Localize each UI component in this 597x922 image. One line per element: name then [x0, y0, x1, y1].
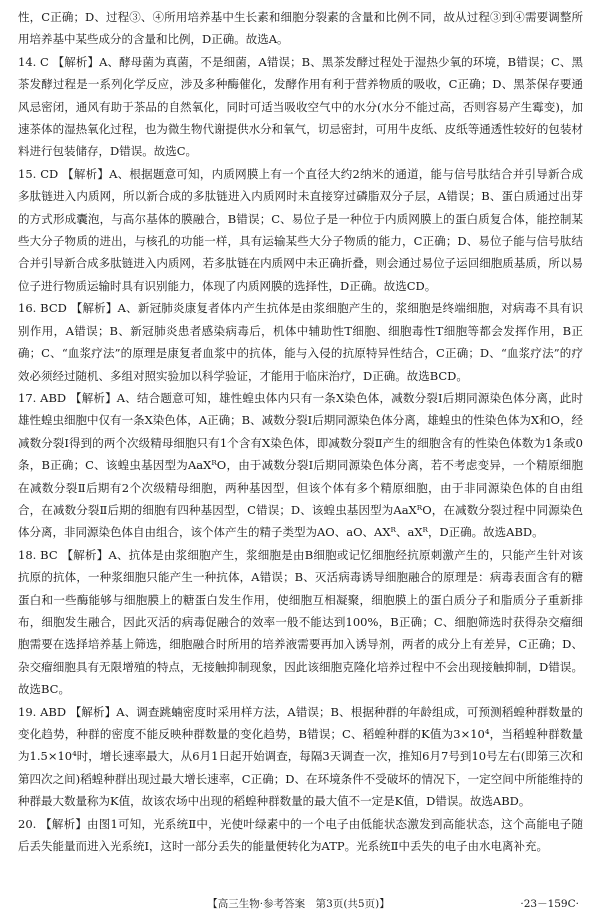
answer-15: 15. CD 【解析】A、根据题意可知，内质网膜上有一个直径大约2纳米的通道，能与信号肽结合并引导新合成多肽链进入内质网，所以新合成的多肽链进入内质网时未直接穿过磷脂双分子层，A错误；B、蛋白质通过出芽的方式形成囊泡，与高尔基体的膜融合，B错误；C、易位子是一种位于内质网膜上的蛋白质复合体，能控制某些大分子物质的进出，与核孔的功能一样，具有运输某些大分子物质的能力，C正确；D、易位子能与信号肽结合并引导新合成多肽链进入内质网，若多肽链在内质网中未正确折叠，则会通过易位子运回细胞质基质，所以易位子进行物质运输时具有识别能力，体现了内质网膜的选择性，D正确。故选CD。	[18, 166, 583, 293]
page-footer	[0, 894, 597, 914]
footer-page-info: 【高三生物·参考答案 第3页(共5页)】	[207, 898, 390, 910]
answer-text	[18, 6, 583, 857]
answer-19: 19. ABD 【解析】A、调查跳蝻密度时采用样方法，A错误；B、根据种群的年龄组成，可预测稻蝗种群数量的变化趋势，种群的密度不能反映种群数量的变化趋势，B错误；C、稻蝗种群的K值为3×10⁴，当稻蝗种群数量为1.5×10⁴时，增长速率最大，从6月1日起开始调查，每隔3天调查一次，推知6月7号到10号左右(即第三次和第四次之间)稻蝗种群出现过最大增长速率，C正确；D、在环境条件不受破坏的情况下，一定空间中所能维持的种群最大数量称为K值，故该农场中出现的稻蝗种群数量的最大值不一定是K值，D错误。故选ABD。	[18, 704, 583, 809]
answer-17: 17. ABD 【解析】A、结合题意可知，雄性蝗虫体内只有一条X染色体，减数分裂Ⅰ后期同源染色体分离，此时雄性蝗虫细胞中仅有一条X染色体，A正确；B、减数分裂Ⅰ后期同源染色体分离，雄蝗虫的性染色体为X和O，经减数分裂Ⅰ得到的两个次级精母细胞只有1个含有X染色体，即减数分裂Ⅱ产生的细胞含有的性染色体数为1条或0条，B正确；C、该蝗虫基因型为AaXᴿO，由于减数分裂Ⅰ后期同源染色体分离，若不考虑变异，一个精原细胞在减数分裂Ⅱ后期有2个次级精母细胞，两种基因型，但该个体有多个精原细胞，由于非同源染色体的自由组合，在减数分裂Ⅱ后期的细胞有四种基因型，C错误；D、该蝗虫基因型为AaXᴿO，在减数分裂过程中同源染色体分离，非同源染色体自由组合，该个体产生的精子类型为AO、aO、AXᴿ、aXᴿ，D正确。故选ABD。	[18, 390, 583, 540]
answer-14: 14. C 【解析】A、酵母菌为真菌，不是细菌，A错误；B、黑茶发酵过程处于湿热少氧的环境，B错误；C、黑茶发酵过程是一系列化学反应，涉及多种酶催化，发酵作用有利于营养物质的吸收，C正确；D、黑茶保存要通风忌密闭，通风有助于茶品的自然氧化，同时可适当吸收空气中的水分(水分不能过高，否则容易产生霉变)，加速茶体的湿热氧化过程，也为微生物代谢提供水分和氧气，切忌密封，可用牛皮纸、皮纸等通透性较好的包装材料进行包装储存，D错误。故选C。	[18, 54, 583, 159]
continuation-paragraph: 性，C正确；D、过程③、④所用培养基中生长素和细胞分裂素的含量和比例不同，故从过程③到④需要调整所用培养基中某些成分的含量和比例，D正确。故选A。	[18, 10, 583, 47]
answer-20: 20. 【解析】由图1可知，光系统Ⅱ中，光使叶绿素中的一个电子由低能状态激发到高能状态，这个高能电子随后丢失能量而进入光系统Ⅰ，这时一部分丢失的能量便转化为ATP。光系统Ⅱ中丢失的电子由水电离补充。	[18, 816, 583, 854]
footer-code: ·23－159C·	[520, 898, 579, 910]
answer-18: 18. BC 【解析】A、抗体是由浆细胞产生，浆细胞是由B细胞或记忆细胞经抗原刺激产生的，只能产生针对该抗原的抗体，一种浆细胞只能产生一种抗体，A错误；B、灭活病毒诱导细胞融合的原理是：病毒表面含有的糖蛋白和一些酶能够与细胞膜上的糖蛋白发生作用，使细胞互相凝聚，细胞膜上的蛋白质分子和脂质分子重新排布，细胞发生融合，因此灭活的病毒促融合的效率一般不能达到100%，B正确；C、细胞筛选时获得杂交瘤细胞需要在选择培养基上筛选，细胞融合时所用的培养液需要再加入诱导剂，两者的成分上有差异，C正确；D、杂交瘤细胞具有无限增殖的特点，无接触抑制现象，因此该细胞克隆化培养过程中不会出现接触抑制，D错误。故选BC。	[18, 547, 583, 697]
answer-16: 16. BCD 【解析】A、新冠肺炎康复者体内产生抗体是由浆细胞产生的，浆细胞是终端细胞，对病毒不具有识别作用，A错误；B、新冠肺炎患者感染病毒后，机体中辅助性T细胞、细胞毒性T细胞等都会发挥作用，B正确；C、“血浆疗法”的原理是康复者血浆中的抗体，能与入侵的抗原特异性结合，C正确；D、“血浆疗法”的疗效必须经过随机、多组对照实验加以科学验证，才能用于临床治疗，D正确。故选BCD。	[18, 301, 583, 383]
